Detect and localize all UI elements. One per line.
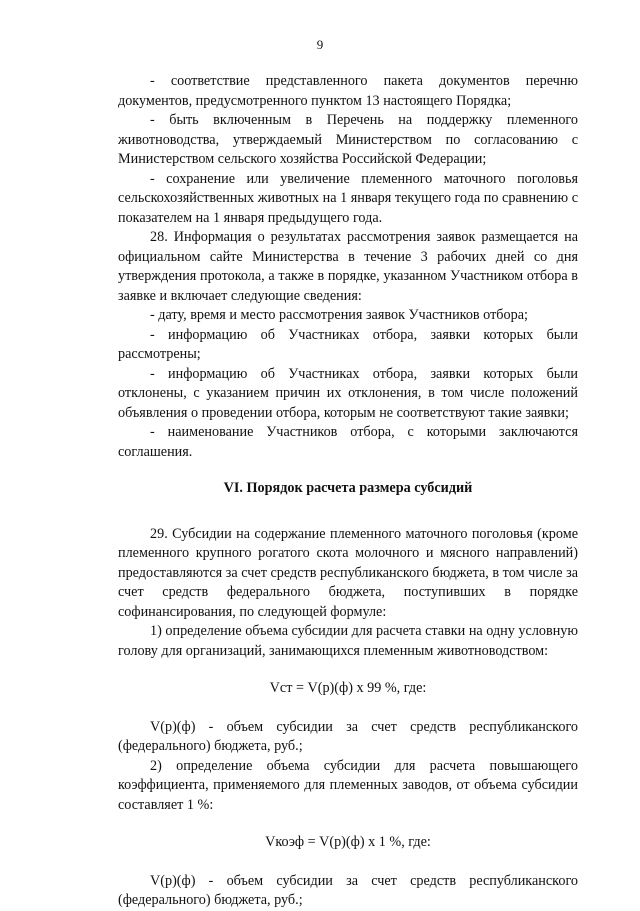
- paragraph: - информацию об Участниках отбора, заявки которых были рассмотрены;: [118, 326, 578, 362]
- paragraph: 29. Субсидии на содержание племенного маточного поголовья (кроме племенного крупного рогатого скота молочного и мясного направлений) предоставляются за счет средств республиканского бюджета, в том числе за счет средств федерального бюджета, поступивших в порядке софинансирования, по следующей формуле:: [118, 525, 578, 620]
- paragraph: 28. Информация о результатах рассмотрения заявок размещается на официальном сайте Министерства в течение 3 рабочих дней со дня утверждения протокола, а также в порядке, указанном Участником отбора в заявке и включает следующие сведения:: [118, 229, 578, 304]
- paragraph: - информацию об Участниках отбора, заявки которых были отклонены, с указанием причин их отклонения, в том числе положений объявления о проведении отбора, которым не соответствуют такие заявки;: [118, 365, 578, 421]
- paragraph: 2) определение объема субсидии для расчета повышающего коэффициента, применяемого для племенных заводов, от объема субсидии составляет 1 %:: [118, 757, 578, 813]
- page-number: 9: [316, 37, 324, 52]
- paragraph: V(р)(ф) - объем субсидии за счет средств республиканского (федерального) бюджета, руб.;: [118, 872, 578, 908]
- paragraph: - сохранение или увеличение племенного маточного поголовья сельскохозяйственных животных на 1 января текущего года по сравнению с показателем на 1 января предыдущего года.: [118, 170, 578, 226]
- paragraph: - наименование Участников отбора, с которыми заключаются соглашения.: [118, 424, 578, 460]
- section-heading: VI. Порядок расчета размера субсидий: [223, 480, 473, 496]
- formula: Vкоэф = V(р)(ф) х 1 %, где:: [265, 834, 431, 850]
- paragraph: - быть включенным в Перечень на поддержку племенного животноводства, утверждаемый Министерством по согласованию с Министерством сельского хозяйства Российской Федерации;: [118, 112, 578, 167]
- paragraph: - соответствие представленного пакета документов перечню документов, предусмотренного пунктом 13 настоящего Порядка;: [118, 73, 578, 109]
- paragraph: V(р)(ф) - объем субсидии за счет средств республиканского (федерального) бюджета, руб.;: [118, 718, 578, 754]
- paragraph: - дату, время и место рассмотрения заявок Участников отбора;: [150, 307, 528, 323]
- document-body: [118, 72, 578, 911]
- formula: Vст = V(р)(ф) х 99 %, где:: [269, 680, 427, 696]
- paragraph: 1) определение объема субсидии для расчета ставки на одну условную голову для организаций, занимающихся племенным животноводством:: [118, 623, 578, 659]
